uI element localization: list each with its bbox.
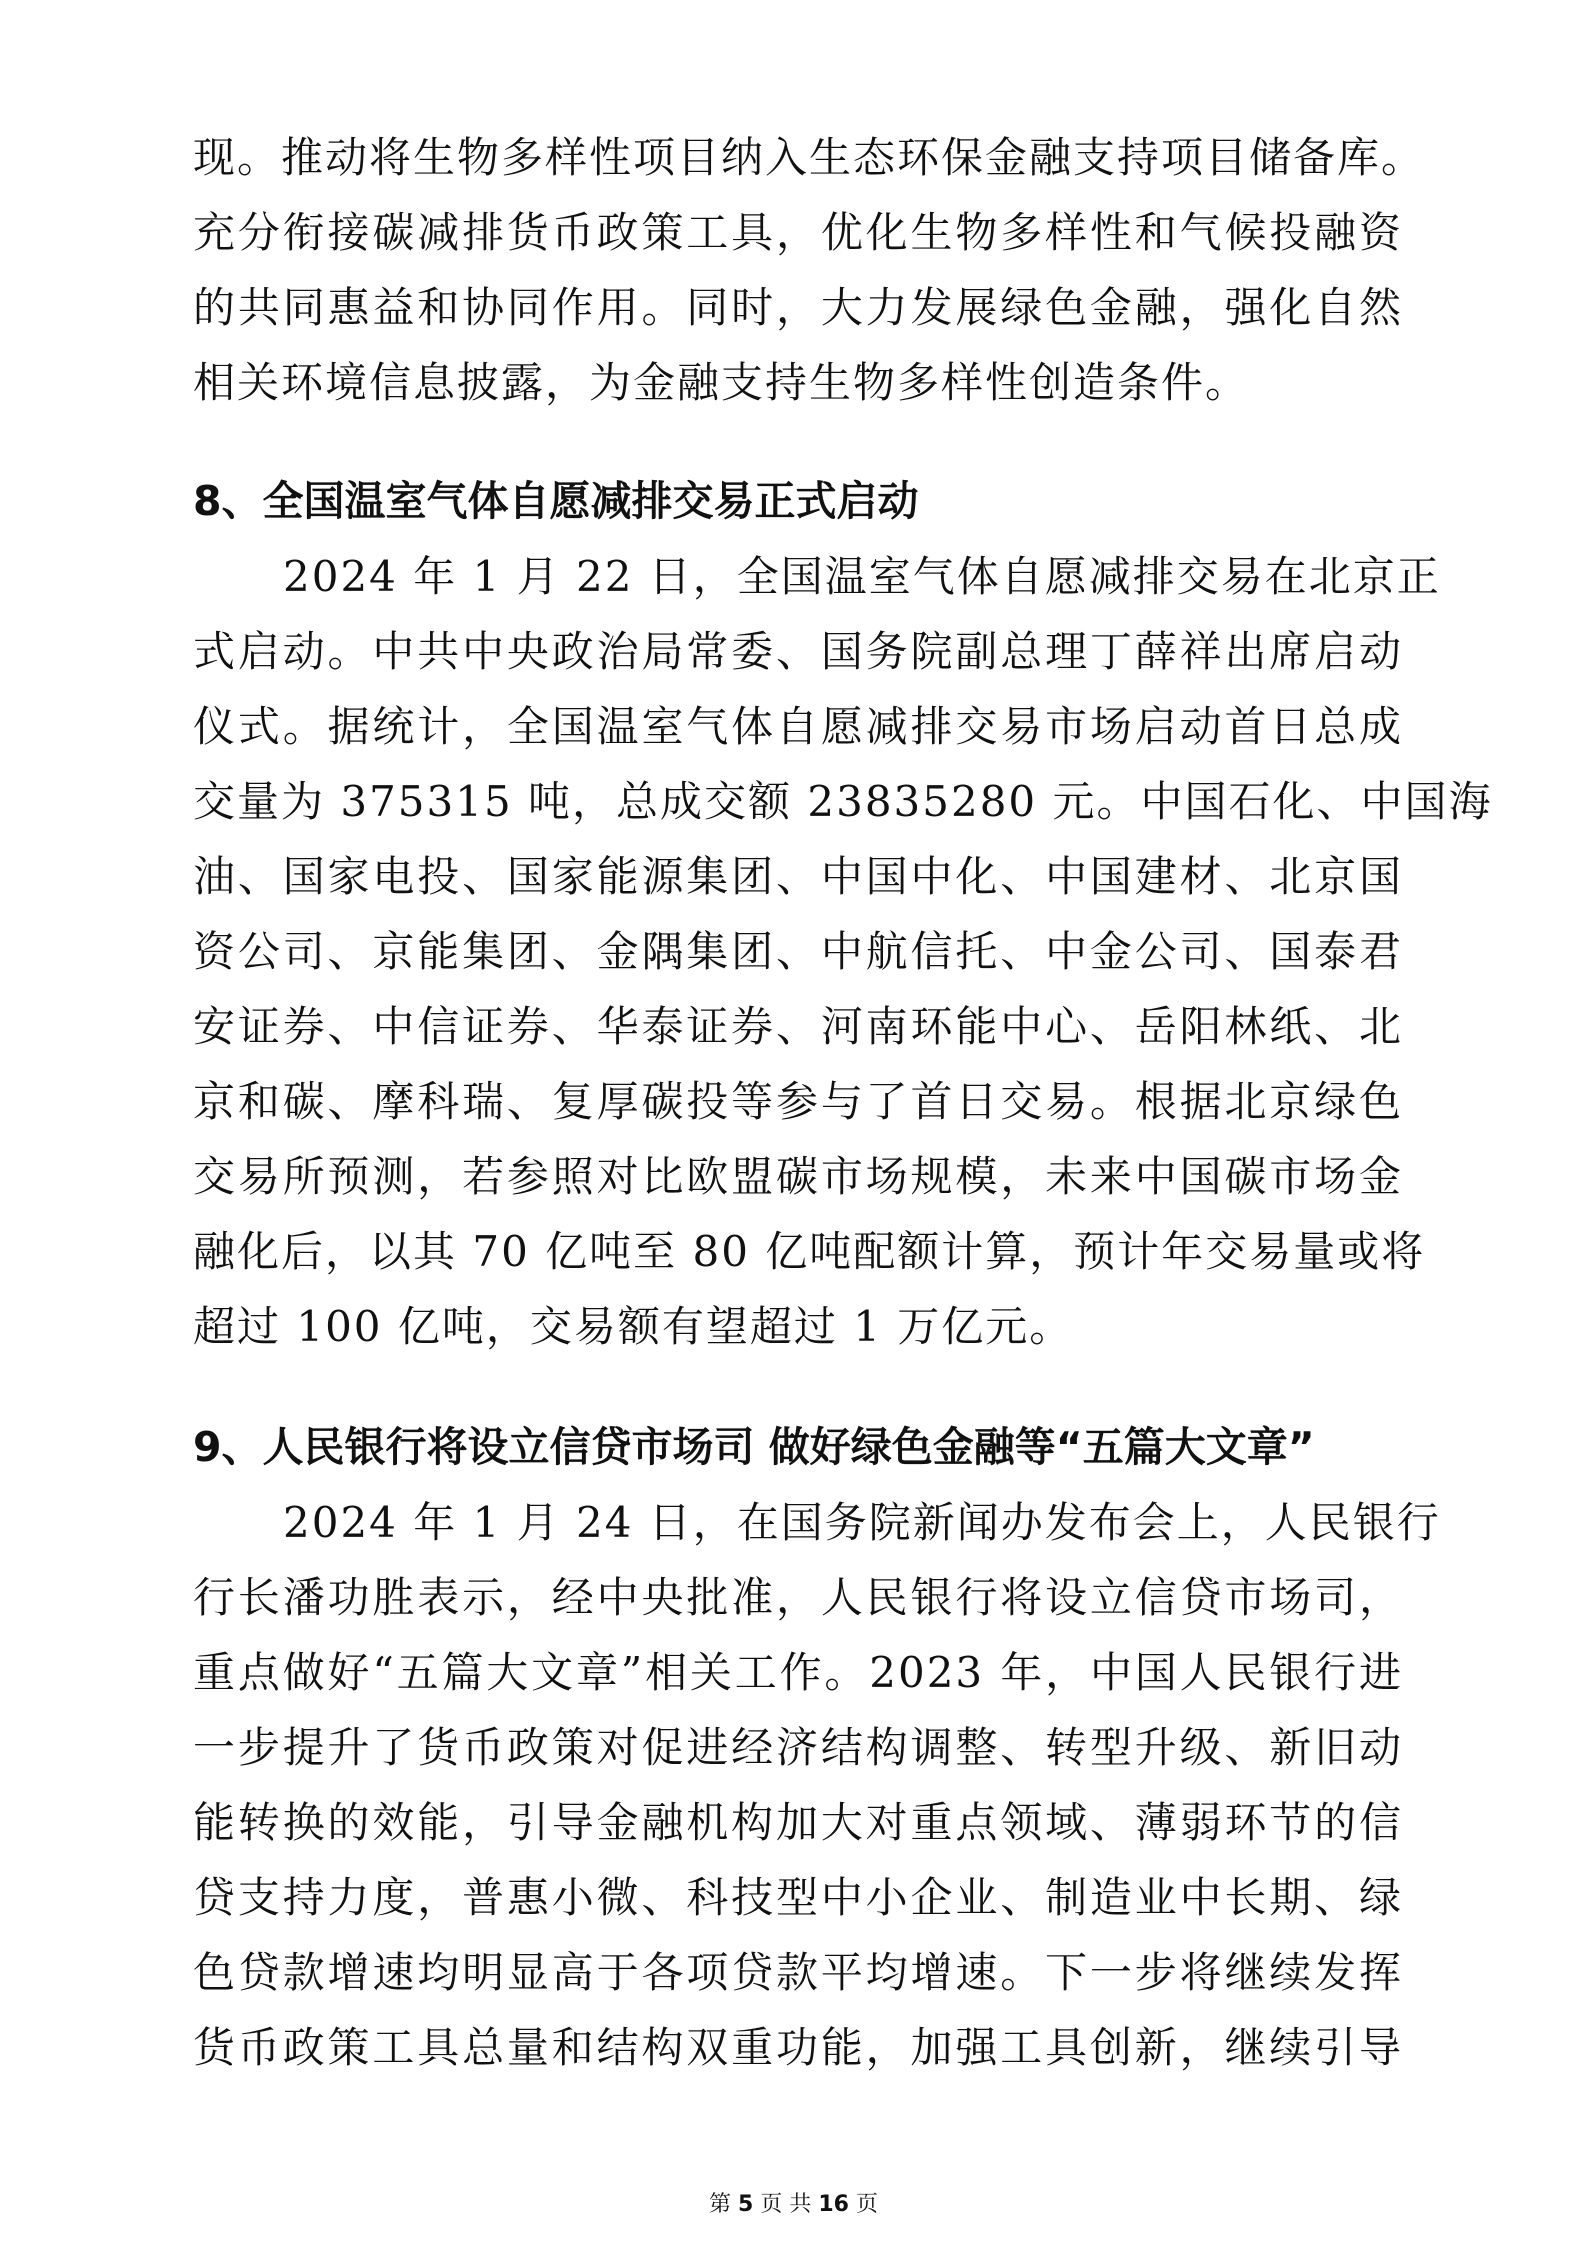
intro-line-4: 相关环境信息披露，为金融支持生物多样性创造条件。 xyxy=(193,358,1250,407)
section-8-line-1: 2024 年 1 月 22 日，全国温室气体自愿减排交易在北京正 xyxy=(283,552,1441,601)
section-9-line-8: 货币政策工具总量和结构双重功能，加强工具创新，继续引导 xyxy=(193,2023,1403,2072)
section-8-line-4: 交量为 375315 吨，总成交额 23835280 元。中国石化、中国海 xyxy=(193,777,1493,826)
section-9-line-4: 一步提升了货币政策对促进经济结构调整、转型升级、新旧动 xyxy=(193,1723,1403,1772)
footer-prefix: 第 xyxy=(709,2192,732,2217)
section-8-line-8: 京和碳、摩科瑞、复厚碳投等参与了首日交易。根据北京绿色 xyxy=(193,1077,1403,1126)
section-8-line-2: 式启动。中共中央政治局常委、国务院副总理丁薛祥出席启动 xyxy=(193,627,1403,676)
section-8-line-5: 油、国家电投、国家能源集团、中国中化、中国建材、北京国 xyxy=(193,852,1403,901)
footer-middle: 页 共 xyxy=(760,2192,812,2217)
section-9-line-1: 2024 年 1 月 24 日，在国务院新闻办发布会上，人民银行 xyxy=(283,1498,1441,1547)
section-9-line-7: 色贷款增速均明显高于各项贷款平均增速。下一步将继续发挥 xyxy=(193,1948,1403,1997)
page-footer xyxy=(0,2190,1587,2220)
section-9-line-3: 重点做好“五篇大文章”相关工作。2023 年，中国人民银行进 xyxy=(193,1648,1403,1697)
section-8-heading: 8、全国温室气体自愿减排交易正式启动 xyxy=(193,477,919,525)
section-8-line-10: 融化后，以其 70 亿吨至 80 亿吨配额计算，预计年交易量或将 xyxy=(193,1227,1426,1276)
intro-line-1: 现。推动将生物多样性项目纳入生态环保金融支持项目储备库。 xyxy=(193,133,1426,182)
section-9-heading: 9、人民银行将设立信贷市场司 做好绿色金融等“五篇大文章” xyxy=(193,1423,1315,1471)
footer-suffix: 页 xyxy=(855,2192,878,2217)
section-8-line-6: 资公司、京能集团、金隅集团、中航信托、中金公司、国泰君 xyxy=(193,927,1403,976)
section-9-line-6: 贷支持力度，普惠小微、科技型中小企业、制造业中长期、绿 xyxy=(193,1873,1403,1922)
section-8-line-3: 仪式。据统计，全国温室气体自愿减排交易市场启动首日总成 xyxy=(193,702,1403,751)
intro-line-3: 的共同惠益和协同作用。同时，大力发展绿色金融，强化自然 xyxy=(193,283,1403,332)
section-9-line-2: 行长潘功胜表示，经中央批准，人民银行将设立信贷市场司， xyxy=(193,1573,1403,1622)
footer-total-pages: 16 xyxy=(818,2192,849,2217)
section-9-line-5: 能转换的效能，引导金融机构加大对重点领域、薄弱环节的信 xyxy=(193,1798,1403,1847)
footer-page-number: 5 xyxy=(738,2192,754,2217)
section-8-line-9: 交易所预测，若参照对比欧盟碳市场规模，未来中国碳市场金 xyxy=(193,1152,1403,1201)
section-8-line-11: 超过 100 亿吨，交易额有望超过 1 万亿元。 xyxy=(193,1302,1074,1351)
section-8-line-7: 安证券、中信证券、华泰证券、河南环能中心、岳阳林纸、北 xyxy=(193,1002,1403,1051)
intro-line-2: 充分衔接碳减排货币政策工具，优化生物多样性和气候投融资 xyxy=(193,208,1403,257)
